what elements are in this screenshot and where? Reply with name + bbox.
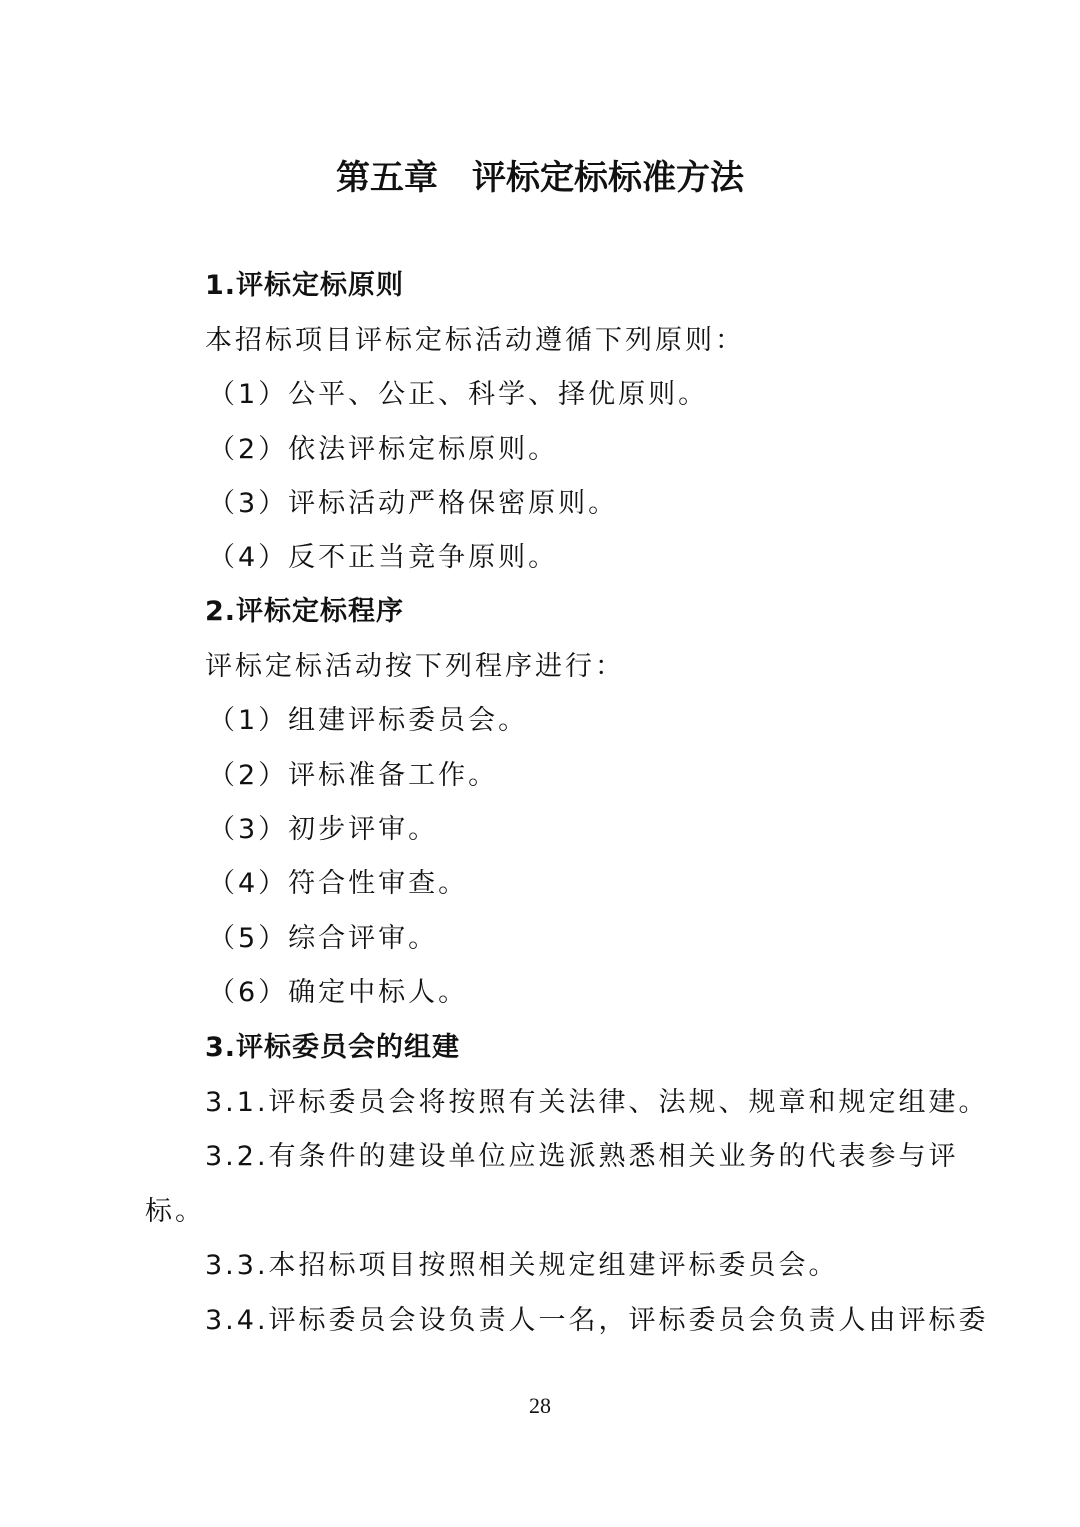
page-number: 28 — [529, 1393, 551, 1418]
section3-paragraph-3: 3.3.本招标项目按照相关规定组建评标委员会。 — [205, 1250, 839, 1281]
section3-paragraph-2-line-2: 标。 — [145, 1196, 205, 1227]
section-heading-2: 2.评标定标程序 — [205, 596, 405, 627]
section2-item-3: （3）初步评审。 — [208, 814, 439, 845]
section3-paragraph-2-line-1: 3.2.有条件的建设单位应选派熟悉相关业务的代表参与评 — [205, 1141, 959, 1172]
section1-item-1: （1）公平、公正、科学、择优原则。 — [208, 379, 709, 410]
section2-item-4: （4）符合性审查。 — [208, 868, 469, 899]
section3-paragraph-4: 3.4.评标委员会设负责人一名，评标委员会负责人由评标委 — [205, 1305, 989, 1336]
section2-item-2: （2）评标准备工作。 — [208, 760, 499, 791]
section1-intro: 本招标项目评标定标活动遵循下列原则： — [205, 325, 745, 356]
section2-item-5: （5）综合评审。 — [208, 923, 439, 954]
section3-paragraph-1: 3.1.评标委员会将按照有关法律、法规、规章和规定组建。 — [205, 1087, 989, 1118]
section1-item-4: （4）反不正当竞争原则。 — [208, 542, 559, 573]
section1-item-2: （2）依法评标定标原则。 — [208, 434, 559, 465]
section-heading-1: 1.评标定标原则 — [205, 270, 405, 301]
section2-intro: 评标定标活动按下列程序进行： — [205, 651, 625, 682]
section2-item-1: （1）组建评标委员会。 — [208, 705, 529, 736]
section-heading-3: 3.评标委员会的组建 — [205, 1032, 461, 1063]
section1-item-3: （3）评标活动严格保密原则。 — [208, 488, 619, 519]
section2-item-6: （6）确定中标人。 — [208, 977, 469, 1008]
chapter-title: 第五章 评标定标标准方法 — [336, 158, 744, 198]
